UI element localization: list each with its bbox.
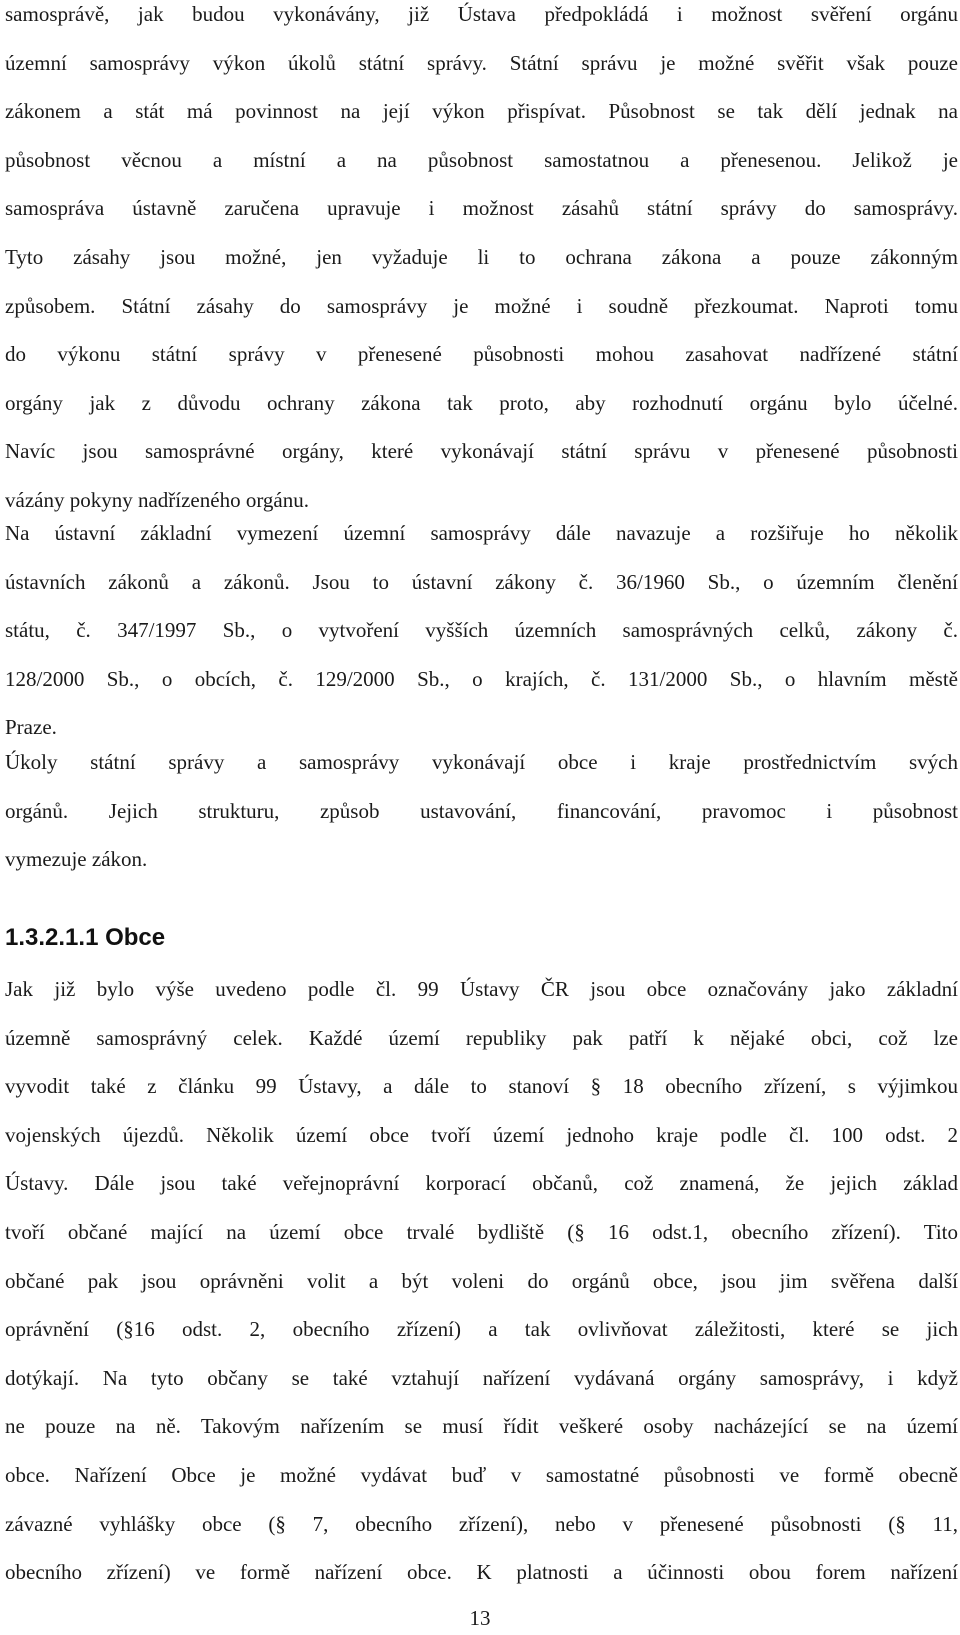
text-line: způsobem. Státní zásahy do samosprávy je možné i soudně přezkoumat. Naproti tomu — [5, 293, 958, 318]
text-line: zákonem a stát má povinnost na její výkon přispívat. Působnost se tak dělí jednak na — [5, 99, 958, 124]
text-line: dotýkají. Na tyto občany se také vztahují nařízení vydávaná orgány samosprávy, i když — [5, 1365, 958, 1390]
text-line: Jak již bylo výše uvedeno podle čl. 99 Ústavy ČR jsou obce označovány jako základní — [5, 977, 958, 1001]
text-line: Tyto zásahy jsou možné, jen vyžaduje li to ochrana zákona a pouze zákonným — [5, 244, 958, 269]
text-line: obce. Nařízení Obce je možné vydávat buď v samostatné působnosti ve formě obecně — [5, 1462, 958, 1487]
section-heading: 1.3.2.1.1 Obce — [5, 924, 166, 951]
page-number: 13 — [469, 1606, 491, 1630]
text-line: orgánů. Jejich strukturu, způsob ustavování, financování, pravomoc i působnost — [5, 798, 958, 823]
text-line: občané pak jsou oprávněni volit a být voleni do orgánů obce, jsou jim svěřena další — [5, 1268, 958, 1293]
text-line: samospráva ústavně zaručena upravuje i možnost zásahů státní správy do samosprávy. — [5, 196, 958, 221]
body-paragraph — [5, 509, 958, 752]
text-line: tvoří občané mající na území obce trvalé bydliště (§ 16 odst.1, obecního zřízení). Tito — [5, 1219, 958, 1244]
text-line: samosprávě, jak budou vykonávány, již Ústava předpokládá i možnost svěření orgánu — [5, 2, 958, 26]
body-paragraph — [5, 965, 958, 1597]
text-line: státu, č. 347/1997 Sb., o vytvoření vyšších územních samosprávných celků, zákony č. — [5, 618, 958, 643]
text-line: závazné vyhlášky obce (§ 7, obecního zřízení), nebo v přenesené působnosti (§ 11, — [5, 1511, 958, 1536]
text-line: územně samosprávný celek. Každé území republiky pak patří k nějaké obci, což lze — [5, 1025, 958, 1050]
body-paragraph — [5, 738, 958, 884]
text-line: vázány pokyny nadřízeného orgánu. — [5, 487, 310, 512]
text-line: oprávnění (§16 odst. 2, obecního zřízení) a tak ovlivňovat záležitosti, které se jich — [5, 1317, 958, 1342]
text-line: 128/2000 Sb., o obcích, č. 129/2000 Sb., o krajích, č. 131/2000 Sb., o hlavním městě — [5, 666, 958, 691]
text-line: obecního zřízení) ve formě nařízení obce. K platnosti a účinnosti obou forem nařízení — [5, 1560, 958, 1585]
text-line: Ústavy. Dále jsou také veřejnoprávní korporací občanů, což znamená, že jejich základ — [5, 1171, 958, 1196]
text-line: ne pouze na ně. Takovým nařízením se musí řídit veškeré osoby nacházející se na území — [5, 1414, 958, 1439]
body-paragraph — [5, 0, 958, 525]
text-line: Úkoly státní správy a samosprávy vykonávají obce i kraje prostřednictvím svých — [5, 750, 958, 774]
text-line: Praze. — [5, 715, 57, 740]
text-line: vymezuje zákon. — [5, 847, 148, 872]
text-line: působnost věcnou a místní a na působnost samostatnou a přenesenou. Jelikož je — [5, 147, 958, 172]
text-line: Na ústavní základní vymezení územní samosprávy dále navazuje a rozšiřuje ho několik — [5, 521, 958, 545]
text-line: orgány jak z důvodu ochrany zákona tak proto, aby rozhodnutí orgánu bylo účelné. — [5, 390, 958, 415]
text-line: ústavních zákonů a zákonů. Jsou to ústavní zákony č. 36/1960 Sb., o územním členění — [5, 569, 958, 594]
text-line: územní samosprávy výkon úkolů státní správy. Státní správu je možné svěřit však pouze — [5, 50, 958, 75]
text-line: vyvodit také z článku 99 Ústavy, a dále to stanoví § 18 obecního zřízení, s výjimkou — [5, 1074, 958, 1099]
text-line: Navíc jsou samosprávné orgány, které vykonávají státní správu v přenesené působnosti — [5, 439, 958, 464]
text-line: vojenských újezdů. Několik území obce tvoří území jednoho kraje podle čl. 100 odst. 2 — [5, 1122, 958, 1147]
text-line: do výkonu státní správy v přenesené působnosti mohou zasahovat nadřízené státní — [5, 342, 958, 367]
